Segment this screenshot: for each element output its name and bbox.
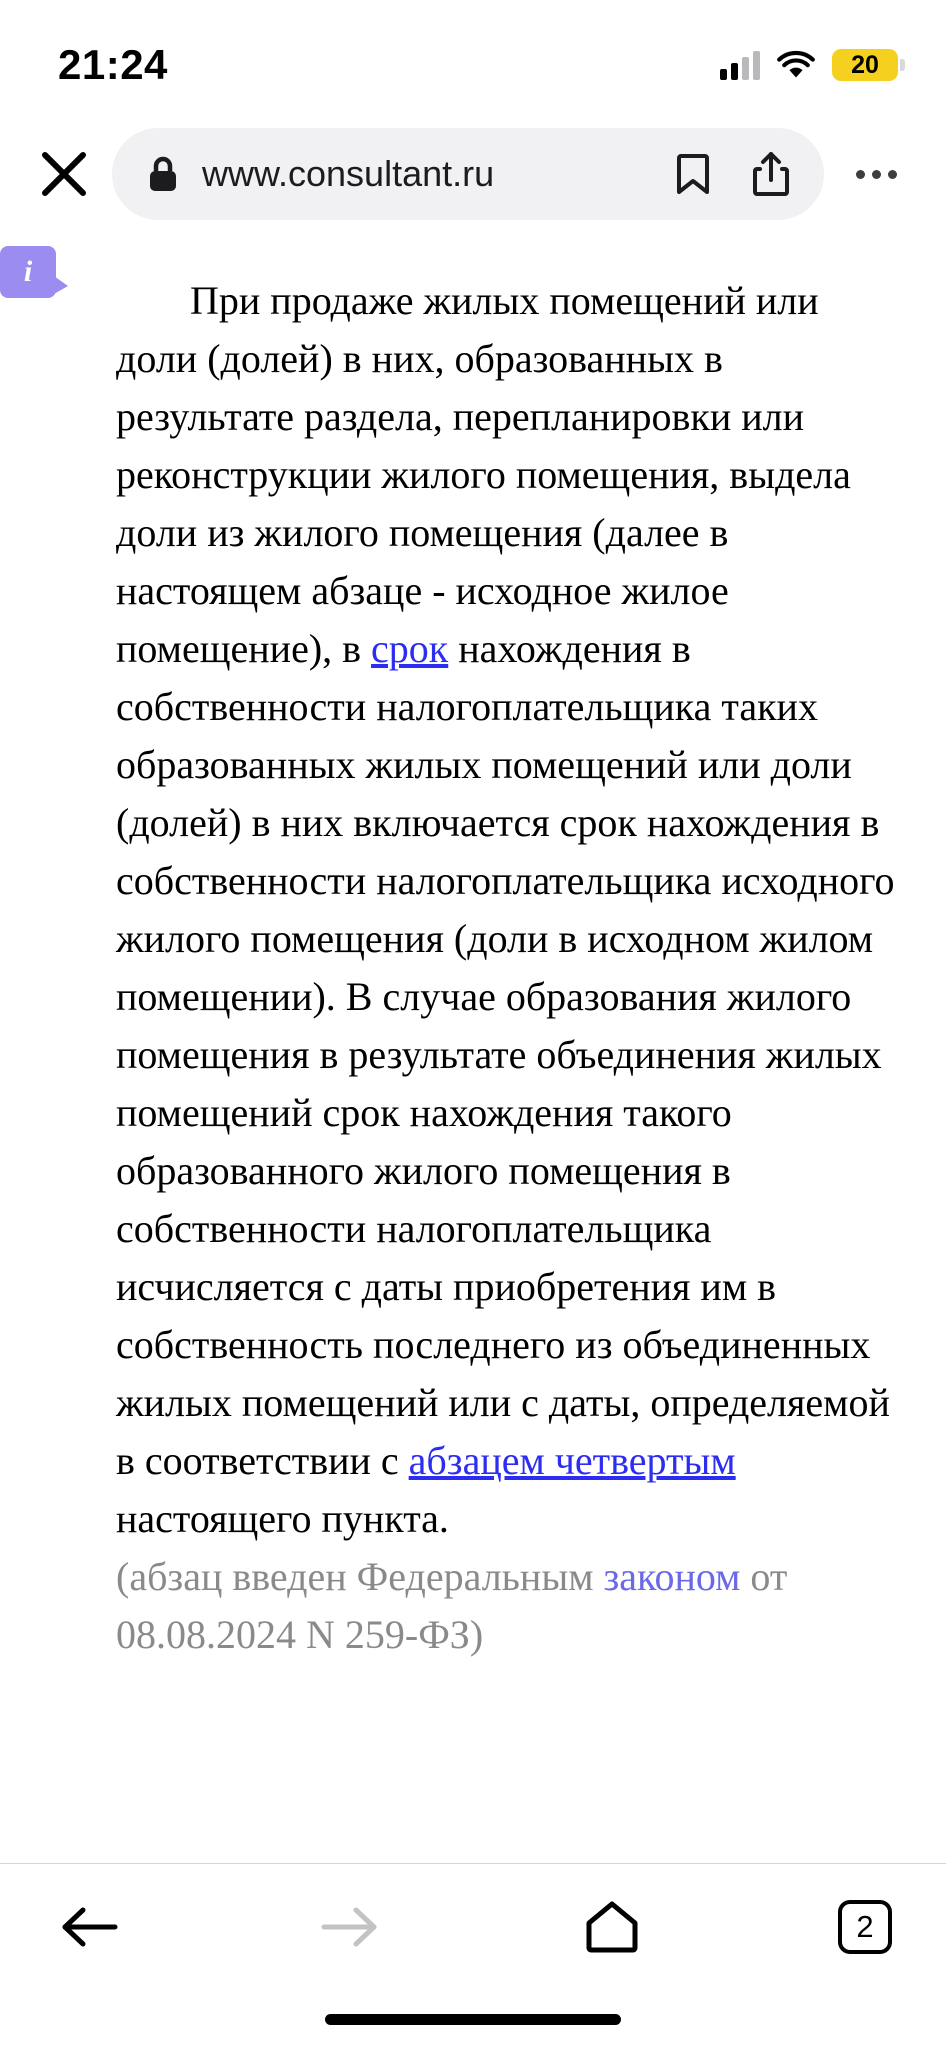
- link-zakonom[interactable]: законом: [603, 1554, 741, 1599]
- note-text-part-2: от 08.08.2024 N 259-ФЗ): [116, 1554, 788, 1657]
- page-content: [0, 236, 946, 1863]
- status-bar: [0, 0, 946, 112]
- paragraph-text-part-1: При продаже жилых помещений или доли (долей) в них, образованных в результате раздела, перепланировки или реконструкции жилого помещения, выдела доли из жилого помещения (далее в настоящем абзаце - исходное жилое помещение), в: [116, 278, 851, 671]
- close-icon[interactable]: [34, 144, 94, 204]
- paragraph-text-part-2: нахождения в собственности налогоплательщика таких образованных жилых помещений или доли (долей) в них включается срок нахождения в собственности налогоплательщика исходного жилого помещения (доли в исходном жилом помещении). В случае образования жилого помещения в результате объединения жилых помещений срок нахождения такого образованного жилого помещения в собственности налогоплательщика исчисляется с даты приобретения им в собственность последнего из объединенных жилых помещений или с даты, определяемой в соответствии с: [116, 626, 895, 1483]
- status-indicators: [720, 49, 898, 81]
- status-time: 21:24: [58, 41, 168, 88]
- document-body: [36, 272, 910, 1664]
- link-abzac-chetvertym[interactable]: абзацем четвертым: [408, 1438, 736, 1483]
- share-icon[interactable]: [742, 145, 800, 203]
- lock-icon: [146, 154, 180, 194]
- cellular-signal-icon: [720, 50, 760, 80]
- paragraph-text-part-3: настоящего пункта.: [116, 1496, 449, 1541]
- battery-icon: [832, 49, 898, 81]
- note-text-part-1: (абзац введен Федеральным: [116, 1554, 604, 1599]
- back-arrow-icon[interactable]: [54, 1892, 124, 1962]
- wifi-icon: [776, 50, 816, 80]
- more-options-icon[interactable]: [842, 140, 910, 208]
- link-srok[interactable]: срок: [371, 626, 449, 671]
- bookmark-icon[interactable]: [666, 147, 720, 201]
- tab-count-button[interactable]: 2: [838, 1900, 892, 1954]
- bottom-toolbar: [0, 1864, 946, 1990]
- battery-level: 20: [851, 50, 879, 79]
- url-text: www.consultant.ru: [202, 153, 495, 194]
- browser-toolbar: [0, 112, 946, 236]
- home-icon[interactable]: [577, 1892, 647, 1962]
- paragraph-main: [116, 272, 904, 1548]
- home-indicator[interactable]: [325, 2014, 621, 2025]
- paragraph-note: [116, 1548, 904, 1664]
- info-badge-icon[interactable]: i: [0, 246, 56, 298]
- home-indicator-area: [0, 1990, 946, 2048]
- address-bar[interactable]: [112, 128, 824, 220]
- forward-arrow-icon: [315, 1892, 385, 1962]
